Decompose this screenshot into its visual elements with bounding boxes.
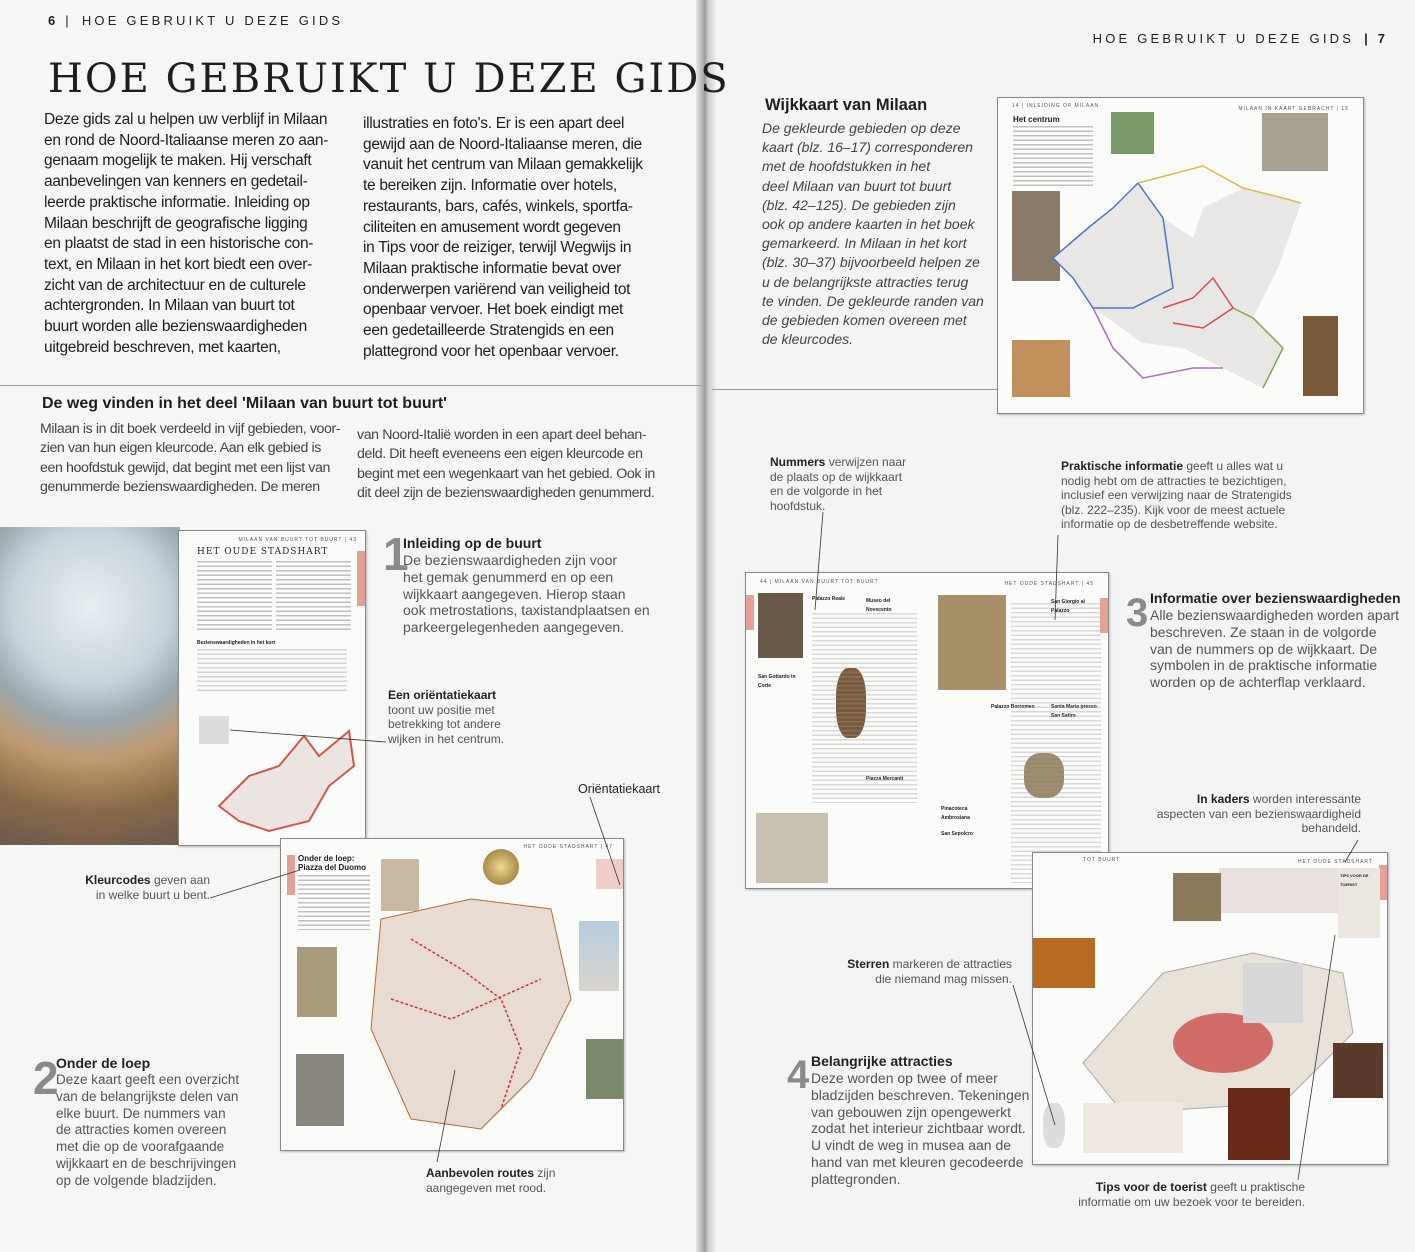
orientation-note — [388, 688, 504, 746]
tips-note — [1050, 1180, 1305, 1209]
text-line: deld. Dit heeft eveneens een eigen kleurcode en — [357, 446, 643, 463]
text-line: informatie op de desbetreffende website. — [1061, 517, 1278, 532]
thumb-title: HET OUDE STADSHART — [197, 547, 329, 557]
thumbnail-district-map — [997, 97, 1364, 414]
section-divider — [0, 385, 702, 386]
text-line: nodig hebt om de attracties te bezichtigen, — [1061, 473, 1287, 488]
text-line: ook metrostations, taxistandplaatsen en — [403, 602, 650, 619]
note-text: verwijzen naar — [825, 455, 907, 469]
text-line: begint met een wegenkaart van het gebied. Ook in — [357, 465, 655, 482]
color-code-bar — [1379, 865, 1387, 900]
text-line: te bereiken zijn. Informatie over hotels, — [363, 177, 617, 195]
text-line: wijkkaart en de beschrijvingen — [56, 1155, 237, 1171]
text-line: buurt worden alle bezienswaardigheden — [44, 318, 307, 336]
left-running-head: 6 | HOE GEBRUIKT U DEZE GIDS — [48, 13, 344, 28]
text-line: de gebieden komen overeen met — [762, 312, 967, 329]
callout-text — [403, 552, 650, 636]
intro-column-2 — [363, 114, 683, 362]
note-text: zijn — [534, 1166, 556, 1180]
tips-box-title: TIPS VOOR DE TOERIST — [1340, 873, 1369, 887]
text-line: kaart (blz. 16–17) corresponderen — [762, 139, 973, 156]
text-line: de plaats op de wijkkaart — [770, 469, 903, 484]
text-line: het gemak genummerd en op een — [403, 568, 614, 585]
sight-entry: San Giorgio al Palazzo — [1051, 599, 1085, 614]
text-line: De gekleurde gebieden op deze — [762, 120, 961, 136]
text-line: wijkkaart aangegeven. Hierop staan — [403, 585, 626, 602]
text-line: zicht van de architectuur en de culturele — [44, 276, 306, 294]
text-line: Deze gids zal u helpen uw verblijf in Milaan — [44, 111, 328, 128]
note-text: die niemand mag missen. — [875, 971, 1012, 986]
text-line: te vinden. De gekleurde randen van — [762, 292, 984, 309]
text-line: genummerde bezienswaardigheden. De meren — [40, 479, 320, 496]
thumb-running-head: HET OUDE STADSHART | 47 — [523, 844, 613, 850]
text-line: elke buurt. De nummers van — [56, 1105, 226, 1121]
map-description — [762, 119, 984, 349]
note-text: geven aan — [150, 873, 210, 887]
text-line: beschreven. Ze staan in de volgorde — [1150, 623, 1377, 640]
text-line: van de belangrijkste delen van — [56, 1088, 239, 1104]
callout-text — [811, 1070, 1029, 1188]
thumb-text — [1011, 603, 1101, 883]
callout-heading: Belangrijke attracties — [811, 1053, 953, 1069]
callout-text — [56, 1072, 239, 1190]
text-line: inclusief een verwijzing naar de Stratengids — [1061, 488, 1292, 503]
district-map-mini — [209, 726, 359, 836]
color-codes-note — [40, 873, 210, 902]
text-line: illustraties en foto's. Er is een apart deel — [363, 115, 625, 132]
text-line: (blz. 222–235). Kijk voor de meest actuele — [1061, 502, 1286, 517]
text-line: onderwerpen variërend van veiligheid tot — [363, 280, 631, 298]
text-line: een hoofdstuk gewijd, dat begint met een lijst van — [40, 459, 330, 476]
text-line: van de nummers op de wijkkaart. De — [1150, 640, 1378, 657]
callout-number: 1 — [383, 528, 409, 580]
color-code-bar — [357, 551, 365, 606]
note-text: informatie om uw bezoek voor te bereiden. — [1078, 1194, 1305, 1209]
thumb-text — [276, 561, 351, 631]
color-code-bar — [287, 855, 295, 895]
thumbnail-district-intro-page — [178, 530, 366, 846]
theatre-cutaway-drawing — [1063, 913, 1363, 1113]
orientation-label: Oriëntatiekaart — [578, 782, 660, 796]
text-line: betrekking tot andere — [388, 717, 501, 732]
highlights-box — [1083, 1103, 1183, 1153]
text-line: (blz. 42–125). De gebieden zijn — [762, 196, 956, 213]
theatre-photo — [297, 947, 337, 1017]
sight-entry: Piazza Mercanti — [866, 776, 904, 782]
thumb-list-heading: Bezienswaardigheden in het kort — [197, 640, 276, 646]
text-line: met de hoofdstukken in het — [762, 158, 931, 175]
palazzo-photo — [756, 813, 828, 883]
sight-entry: San Gottardo in Corte — [758, 674, 796, 689]
section-column-2 — [357, 426, 687, 504]
note-bold: Kleurcodes — [85, 873, 151, 887]
thumb-running-head: HET OUDE STADSHART — [1298, 859, 1373, 865]
auditorium-photo — [1228, 1088, 1290, 1160]
info-box — [1219, 868, 1339, 913]
page-number: 7 — [1377, 31, 1385, 46]
page-number: 6 — [48, 13, 56, 28]
thumb-running-head: MILAAN IN KAART GEBRACHT | 15 — [1238, 106, 1349, 112]
fountain-photo — [586, 1039, 624, 1099]
sight-entry: San Sepolcro — [941, 831, 973, 837]
routes-note — [426, 1166, 555, 1195]
book-gutter — [696, 0, 716, 1252]
text-line: openbaar vervoer. Het boek eindigt met — [363, 301, 624, 319]
abbey-photo — [1303, 316, 1338, 396]
practical-info-note — [1061, 459, 1292, 532]
text-line: gemarkeerd. In Milaan in het kort — [762, 235, 967, 252]
text-line: de kleurcodes. — [762, 331, 854, 348]
orientation-map-mini — [596, 859, 624, 889]
thumb-text — [197, 561, 272, 631]
running-head-text: HOE GEBRUIKT U DEZE GIDS — [81, 13, 344, 28]
text-line: en plaatst de stad in een historische con- — [44, 235, 314, 253]
text-line: met die op de voorafgaande — [56, 1139, 225, 1155]
text-line: zodat het interieur zichtbaar wordt. — [811, 1120, 1026, 1137]
stage-photo — [1333, 1043, 1383, 1098]
section-column-1 — [40, 420, 350, 498]
note-bold: Sterren — [847, 957, 890, 971]
right-running-head: HOE GEBRUIKT U DEZE GIDS | 7 — [1092, 31, 1385, 46]
map-heading: Wijkkaart van Milaan — [765, 96, 928, 114]
text-line: (blz. 30–37) bijvoorbeeld helpen ze — [762, 254, 980, 271]
sight-entry: Pinacoteca Ambrosiana — [941, 806, 970, 821]
text-line: plattegronden. — [811, 1170, 901, 1187]
text-line: aspecten van een bezienswaardigheid — [1156, 806, 1361, 821]
intro-column-1 — [44, 110, 359, 358]
section-divider — [712, 389, 1002, 390]
text-line: text, en Milaan in het kort biedt een over- — [44, 255, 312, 273]
color-code-bar — [1100, 598, 1108, 633]
text-line: Deze kaart geeft een overzicht — [56, 1072, 240, 1087]
sight-entry: Palazzo Borromeo — [991, 704, 1035, 710]
text-line: zien van hun eigen kleurcode. Aan elk gebied is — [40, 440, 321, 457]
text-line: uitgebreid beschreven, met kaarten, — [44, 338, 281, 356]
text-line: behandeld. — [1301, 821, 1361, 836]
thumb-title: Onder de loep: Piazza del Duomo — [298, 854, 367, 872]
text-line: van Noord-Italië worden in een apart deel behan- — [357, 427, 647, 443]
note-text: geeft u alles wat u — [1183, 459, 1284, 473]
text-line: leerde praktische informatie. Inleiding op — [44, 193, 310, 211]
thumb-text — [812, 613, 917, 803]
text-line: en de volgorde in het — [770, 484, 883, 499]
text-line: Alle bezienswaardigheden worden apart — [1150, 607, 1400, 623]
note-bold: Praktische informatie — [1061, 459, 1184, 473]
text-line: restaurants, bars, cafés, winkels, sportfa- — [363, 197, 633, 215]
text-line: vanuit het centrum van Milaan gemakkelijk — [363, 156, 643, 174]
text-line: symbolen in de praktische informatie — [1150, 657, 1378, 674]
text-line: aanbevelingen van kenners en gedetail- — [44, 173, 308, 191]
text-line: ook op andere kaarten in het boek — [762, 216, 975, 233]
text-line: van gebouwen zijn opengewerkt — [811, 1103, 1012, 1120]
bust-photo — [1043, 1103, 1065, 1148]
thumb-running-head: HET OUDE STADSHART | 45 — [1004, 581, 1094, 587]
text-line: op de volgende bladzijden. — [56, 1172, 217, 1188]
galleria-photo — [296, 1054, 344, 1126]
callout-heading: Informatie over bezienswaardigheden — [1150, 590, 1401, 606]
text-line: u de belangrijkste attracties terug — [762, 273, 969, 290]
callout-text — [1150, 607, 1399, 691]
text-line: Deze worden op twee of meer — [811, 1070, 998, 1086]
text-line: U vindt de weg in musea aan de — [811, 1137, 1012, 1154]
boxes-note — [1140, 792, 1361, 836]
running-head-text: HOE GEBRUIKT U DEZE GIDS — [1092, 31, 1355, 46]
text-line: deel Milaan van buurt tot buurt — [762, 177, 952, 194]
note-text: in welke buurt u bent. — [95, 887, 210, 902]
numbers-note — [770, 455, 906, 513]
thumbnail-major-sight-pages — [1032, 852, 1388, 1165]
callout-number: 4 — [787, 1053, 810, 1097]
text-line: plattegrond voor het openbaar vervoer. — [363, 342, 619, 360]
text-line: Milaan praktische informatie bevat over — [363, 259, 621, 277]
thumb-title: Het centrum — [1013, 115, 1060, 124]
sight-entry: Palazzo Reale — [812, 596, 846, 602]
page-title: HOE GEBRUIKT U DEZE GIDS — [48, 56, 730, 102]
note-text: markeren de attracties — [889, 957, 1012, 971]
note-text: worden interessante — [1249, 792, 1361, 806]
callout-number: 2 — [33, 1052, 59, 1104]
thumbnail-street-by-street-map — [280, 838, 624, 1151]
text-line: de attracties komen overeen — [56, 1122, 227, 1138]
note-bold: Aanbevolen routes — [426, 1166, 535, 1180]
note-text: aangegeven met rood. — [426, 1180, 547, 1195]
aerial-map — [351, 879, 581, 1139]
thumbnail-sights-pages — [745, 572, 1109, 889]
callout-heading: Inleiding op de buurt — [403, 535, 542, 551]
thumb-running-head: 44 | MILAAN VAN BUURT TOT BUURT — [760, 579, 879, 585]
text-line: hand van met kleuren gecodeerde — [811, 1153, 1024, 1170]
text-line: hoofdstuk. — [770, 498, 826, 513]
sight-entry: Santa Maria presso San Satiro — [1051, 704, 1097, 719]
callout-number: 3 — [1126, 591, 1149, 635]
text-line: Milaan beschrijft de geografische ligging — [44, 214, 308, 232]
text-line: De bezienswaardigheden zijn voor — [403, 552, 618, 568]
note-text: geeft u praktische — [1206, 1180, 1305, 1194]
color-code-bar — [746, 595, 754, 630]
text-line: wijken in het centrum. — [388, 731, 505, 746]
galleria-photo — [0, 527, 180, 845]
text-line: genaam mogelijk te maken. Hij verschaft — [44, 152, 312, 170]
church-door-photo — [758, 593, 803, 658]
text-line: bladzijden beschreven. Tekeningen — [811, 1086, 1030, 1103]
thumb-running-head: 14 | INLEIDING OP MILAAN — [1012, 103, 1100, 109]
text-line: toont uw positie met — [388, 702, 495, 717]
note-bold: In kaders — [1196, 792, 1250, 806]
text-line: parkeergelegenheden aangegeven. — [403, 619, 625, 636]
thumb-text — [197, 649, 347, 694]
district-color-map — [1053, 148, 1303, 388]
thumb-running-head: MILAAN VAN BUURT TOT BUURT | 43 — [238, 537, 357, 543]
text-line: achtergronden. In Milaan van buurt tot — [44, 297, 295, 315]
text-line: in Tips voor de reiziger, terwijl Wegwijs in — [363, 239, 632, 257]
thumb-running-head: TOT BUURT — [1083, 857, 1121, 863]
stars-note — [800, 957, 1012, 986]
sight-entry: Museo del Novecento — [866, 598, 892, 613]
note-bold: Nummers — [770, 455, 826, 469]
section-heading: De weg vinden in het deel 'Milaan van buurt tot buurt' — [42, 395, 447, 412]
note-bold: Tips voor de toerist — [1095, 1180, 1207, 1194]
text-line: ciliteiten en amusement wordt gegeven — [363, 218, 621, 236]
note-bold: Een oriëntatiekaart — [388, 688, 497, 702]
text-line: Milaan is in dit boek verdeeld in vijf gebieden, voor- — [40, 421, 341, 437]
text-line: dit deel zijn de bezienswaardigheden genummerd. — [357, 485, 655, 502]
text-line: gewijd aan de Noord-Italiaanse meren, die — [363, 135, 642, 153]
courtyard-photo — [938, 595, 1006, 690]
text-line: een gedetailleerde Stratengids en een — [363, 322, 614, 340]
callout-heading: Onder de loep — [56, 1055, 151, 1071]
duomo-photo — [579, 921, 619, 991]
text-line: en rond de Noord-Italiaanse meren zo aan- — [44, 131, 329, 149]
text-line: worden op de achterflap verklaard. — [1150, 674, 1366, 691]
